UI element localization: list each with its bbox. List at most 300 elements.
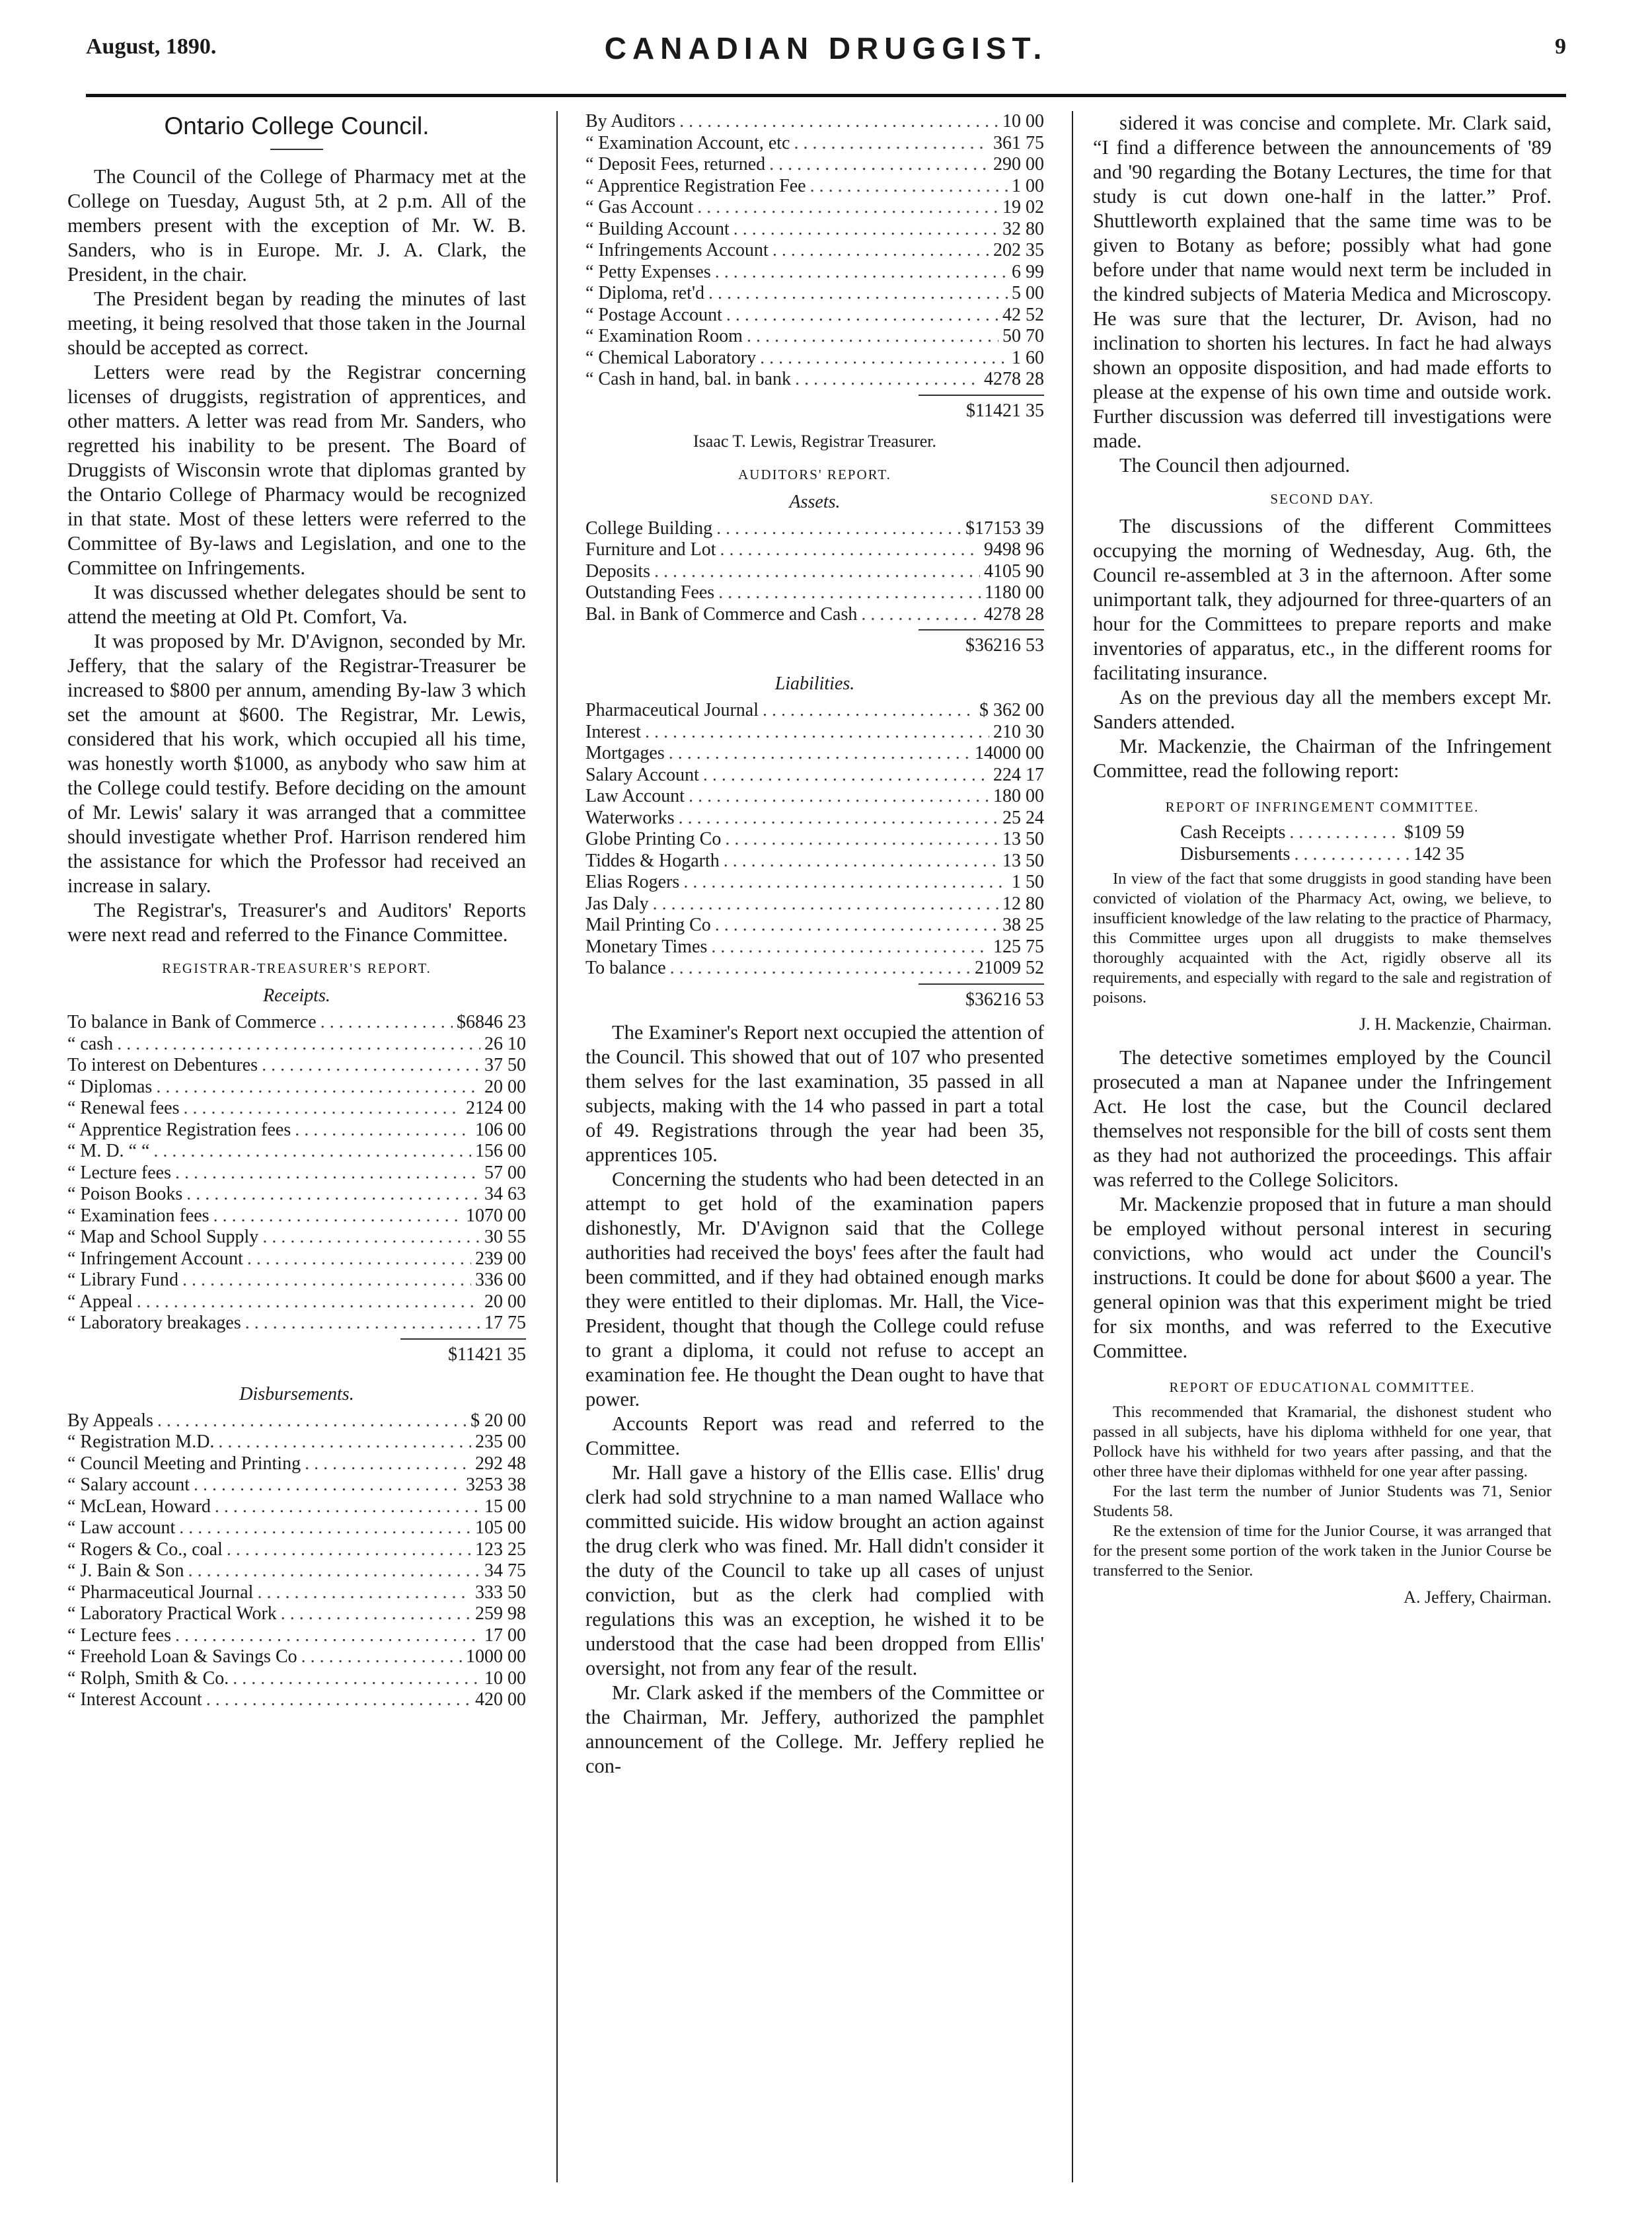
ledger-amount: 34 75 [484,1560,526,1581]
ledger-amount: 156 00 [475,1141,526,1161]
ledger-amount: 30 55 [484,1227,526,1247]
ledger-row [585,197,1044,219]
leader-dots [233,1668,480,1690]
ledger-label: “ Infringements Account [585,240,769,260]
title-dash [270,149,323,150]
ledger-label: Elias Rogers [585,872,680,892]
ledger-label: To balance in Bank of Commerce [67,1012,317,1032]
ledger-label: Salary Account [585,764,699,785]
disbursements-total: $11421 35 [919,395,1044,422]
ledger-row [67,1313,526,1334]
leader-dots [179,1517,471,1539]
ledger-amount: $17153 39 [965,517,1044,539]
ledger-label: “ J. Bain & Son [67,1560,184,1581]
ledger-row [585,958,1044,979]
ledger-label: “ Rolph, Smith & Co. [67,1667,229,1689]
second-day-heading: SECOND DAY. [1270,491,1374,507]
ledger-amount: 292 48 [475,1453,526,1474]
ledger-label: “ Pharmaceutical Journal [67,1582,254,1603]
assets-table [585,518,1044,626]
leader-dots [175,1625,480,1647]
column-2-paragraphs [585,1020,1044,1779]
ledger-label: “ M. D. “ “ [67,1141,150,1161]
ledger-amount: 123 25 [475,1539,526,1560]
ledger-amount: 21009 52 [975,958,1044,978]
ledger-label: “ Rogers & Co., coal [67,1539,223,1560]
leader-dots [861,604,980,626]
ledger-amount: 1 00 [1012,175,1044,196]
ledger-label: “ Deposit Fees, returned [585,154,766,174]
ledger-amount: 12 80 [1002,893,1044,914]
column-3-after-paragraphs [1093,1046,1552,1363]
leader-dots [708,283,1008,305]
ledger-label: “ Diploma, ret'd [585,283,704,303]
ledger-row [585,808,1044,829]
ledger-amount: 17 00 [484,1625,526,1646]
leader-dots [175,1163,480,1184]
ledger-row [585,700,1044,722]
paragraph: The Council then adjourned. [1119,454,1350,477]
leader-dots [718,582,981,604]
ledger-label: To interest on Debentures [67,1055,258,1075]
ledger-row [585,111,1044,133]
leader-dots [281,1603,471,1625]
leader-dots [654,561,980,583]
paragraph: Letters were read by the Registrar concerning licenses of druggists, registration of apprentices, and other matters. A letter was read from Mr. Sanders, who regretted his inability to be present. The Board of Druggists of Wisconsin wrote that diplomas granted by the Ontario College of Pharmacy would be recognized in that state. Most of these letters were referred to the Committee of By-laws and Legislation, and one to the Committee on Infringements. [67,361,526,579]
leader-dots [247,1248,471,1270]
leader-dots [763,700,975,722]
ledger-amount: 32 80 [1002,218,1044,239]
ledger-row [585,154,1044,176]
leader-dots [711,937,989,958]
ledger-row [67,1184,526,1206]
ledger-row [585,539,1044,561]
ledger-amount: 1 50 [1012,872,1044,892]
paragraph: Mr. Mackenzie, the Chairman of the Infringement Committee, read the following report: [1093,735,1552,782]
paragraph: Concerning the students who had been detected in an attempt to get hold of the examination papers dishonestly, Mr. D'Avignon said that the College authorities had received the boys' fees after the fault had been committed, and if they had obtained enough marks they were entitled to their diplomas. Mr. Hall, the Vice-President, thought that though the College could refuse to grant a diploma, it could not refuse to accept an examination fee. He thought the Dean ought to have that power. [585,1167,1044,1410]
leader-dots [215,1496,480,1518]
ledger-label: “ cash [67,1033,114,1054]
leader-dots [772,240,989,262]
ledger-amount: 1070 00 [466,1205,526,1226]
ledger-row [585,262,1044,284]
ledger-amount: 361 75 [993,132,1044,153]
ledger-row [67,1012,526,1034]
ledger-row [585,561,1044,583]
ledger-row [67,1689,526,1711]
ledger-amount: 290 00 [993,154,1044,174]
leader-dots [156,1077,480,1098]
ledger-label: Monetary Times [585,936,708,957]
leader-dots [703,765,989,786]
leader-dots [679,111,998,133]
ledger-row [67,1098,526,1120]
ledger-label: “ McLean, Howard [67,1496,211,1517]
ledger-label: “ Examination fees [67,1205,209,1226]
ledger-amount: 6 99 [1012,261,1044,282]
ledger-row [585,348,1044,369]
ledger-label: “ Lecture fees [67,1162,171,1183]
ledger-label: “ Lecture fees [67,1625,171,1646]
ledger-row [67,1517,526,1539]
leader-dots [183,1098,462,1120]
ledger-row [585,582,1044,604]
leader-dots [320,1012,453,1034]
leader-dots [726,305,998,326]
ledger-label: Interest [585,721,641,742]
ledger-label: “ Building Account [585,218,730,239]
receipts-table [67,1012,526,1334]
ledger-row [67,1475,526,1496]
ledger-amount: 20 00 [484,1291,526,1312]
leader-dots [760,348,1008,369]
leader-dots [194,1475,462,1496]
ledger-label: “ Laboratory breakages [67,1313,241,1333]
ledger-amount: 3253 38 [466,1475,526,1495]
paragraph: sidered it was concise and complete. Mr. Clark said, “I find a difference between the announcements of '89 and '90 regarding the Botany Lectures, the time for that study is cut down one-half in the latter.” Prof. Shuttleworth explained that the same time was to be given to Botany as before; possibly what had gone before under that name would next term be included in the kindred subjects of Materia Medica and Microscopy. He was sure that the lecturer, Dr. Avison, had no inclination to shorten his lectures. In fact he had always shown an opposite disposition, and had made efforts to please at the expense of his own time and outside work. Further discussion was deferred till investigations were made. [1093,112,1552,452]
paragraph: The Council of the College of Pharmacy met at the College on Tuesday, August 5th, at 2 p.m. All of the members present with the exception of Mr. W. B. Sanders, who is in Europe. Mr. J. A. Clark, the President, in the chair. [67,165,526,286]
liabilities-label: Liabilities. [774,673,855,694]
disbursements-table-part2 [585,111,1044,391]
leader-dots [137,1291,480,1313]
paragraph: Mr. Clark asked if the members of the Committee or the Chairman, Mr. Jeffery, authorized the pamphlet announcement of the College. Mr. Jeffery replied he con- [585,1681,1044,1777]
leader-dots [769,154,989,176]
ledger-row [585,305,1044,326]
ledger-row [67,1034,526,1055]
ledger-amount: $ 362 00 [979,700,1044,720]
ledger-row [67,1496,526,1518]
leader-dots [1289,822,1400,844]
ledger-row [67,1668,526,1690]
ledger-label: Jas Daly [585,893,649,914]
ledger-amount: $ 20 00 [470,1410,526,1431]
ledger-row [585,894,1044,915]
leader-dots [795,369,980,391]
infringement-report-text [1093,869,1552,1008]
ledger-row [67,1291,526,1313]
infringement-report-heading: REPORT OF INFRINGEMENT COMMITTEE. [1165,799,1480,815]
paragraph: It was proposed by Mr. D'Avignon, seconded by Mr. Jeffery, that the salary of the Registrar-Treasurer be increased to $800 per annum, amending By-law 3 which set the amount at $600. The Registrar, Mr. Lewis, considered that his work, which occupied all his time, was honestly worth $1000, as anybody who saw him at the College could testify. Before deciding on the amount of Mr. Lewis' salary it was arranged that a committee should investigate whether Prof. Harrison rendered him the assistance for which the Professor had received an increase in salary. [67,630,526,897]
ledger-amount: 1180 00 [985,582,1044,603]
ledger-amount: 202 35 [993,240,1044,260]
ledger-amount: $109 59 [1404,822,1464,843]
ledger-amount: 26 10 [484,1033,526,1054]
ledger-amount: 259 98 [475,1603,526,1624]
ledger-amount: 20 00 [484,1076,526,1097]
education-report-paragraphs [1093,1402,1552,1581]
leader-dots [720,539,980,561]
ledger-amount: 1 60 [1012,347,1044,368]
paragraph: For the last term the number of Junior Students was 71, Senior Students 58. [1093,1482,1552,1520]
ledger-amount: 57 00 [484,1162,526,1183]
ledger-label: Law Account [585,786,685,806]
column-3-paragraphs [1093,111,1552,478]
ledger-row [585,743,1044,765]
ledger-label: “ Library Fund [67,1270,178,1290]
ledger-amount: 15 00 [484,1496,526,1517]
ledger-row [67,1248,526,1270]
ledger-row [585,326,1044,348]
leader-dots [295,1120,471,1141]
ledger-label: By Appeals [67,1410,153,1431]
ledger-row [585,283,1044,305]
leader-dots [794,133,989,155]
ledger-amount: 14000 00 [975,743,1044,763]
ledger-label: “ Chemical Laboratory [585,347,757,368]
ledger-amount: 142 35 [1413,843,1464,864]
ledger-row [585,937,1044,958]
ledger-label: Mortgages [585,743,665,763]
leader-dots [697,197,998,219]
ledger-row [67,1270,526,1291]
ledger-label: “ Salary account [67,1475,190,1495]
ledger-label: College Building [585,517,713,539]
ledger-label: “ Laboratory Practical Work [67,1603,277,1624]
leader-dots [188,1560,480,1582]
assets-label: Assets. [789,491,841,512]
ledger-amount: 4105 90 [984,560,1044,582]
ledger-amount: 4278 28 [984,603,1044,625]
auditors-report-heading: AUDITORS' REPORT. [738,466,891,482]
ledger-label: “ Interest Account [67,1689,202,1710]
paragraph: This recommended that Kramarial, the dishonest student who passed in all subjects, have his diploma withheld for one year, that Pollock have his withheld for two years after passing, and that the other three have their diplomas withheld for one year after passing. [1093,1403,1552,1480]
ledger-amount: 1000 00 [466,1646,526,1667]
ledger-row [585,786,1044,808]
page-header [86,31,1566,71]
ledger-row [67,1163,526,1184]
leader-dots [117,1034,480,1055]
ledger-label: Cash Receipts [1180,822,1286,843]
ledger-label: Globe Printing Co [585,829,722,849]
ledger-amount: 17 75 [484,1313,526,1333]
ledger-amount: 336 00 [475,1270,526,1290]
ledger-label: “ Petty Expenses [585,261,711,282]
ledger-amount: 38 25 [1002,915,1044,935]
leader-dots [683,872,1008,894]
ledger-label: Bal. in Bank of Commerce and Cash [585,603,858,625]
ledger-amount: 180 00 [993,786,1044,806]
ledger-amount: 333 50 [475,1582,526,1603]
ledger-label: “ Council Meeting and Printing [67,1453,301,1474]
ledger-label: “ Postage Account [585,304,722,325]
leader-dots [669,743,971,765]
article-paragraphs [67,165,526,947]
ledger-label: Disbursements [1180,843,1291,864]
ledger-label: “ Examination Room [585,326,743,346]
infringement-cash-table [1093,822,1552,865]
education-signature: A. Jeffery, Chairman. [1404,1588,1552,1607]
ledger-label: “ Cash in hand, bal. in bank [585,369,792,389]
column-2 [585,111,1044,1779]
ledger-label: Outstanding Fees [585,582,715,603]
leader-dots [810,176,1008,198]
ledger-label: Deposits [585,560,650,582]
paragraph: Mr. Hall gave a history of the Ellis case. Ellis' drug clerk had sold strychnine to a man named Wallace who committed suicide. His widow brought an action against the drug clerk who was fined. Mr. Hall didn't consider it the duty of the Council to take up all cases of unjust conviction, but as the clerk had complied with regulations this was an exception, he wished it to be understood that the case had been dropped from Ellis' oversight, not from any fear of the result. [585,1461,1044,1679]
ledger-label: “ Law account [67,1517,176,1538]
leader-dots [206,1689,471,1711]
leader-dots [257,1582,471,1604]
ledger-row [67,1646,526,1668]
header-rule [86,94,1566,97]
paragraph: Mr. Mackenzie proposed that in future a man should be employed without personal interest in securing convictions, who would act under the Council's instructions. It could be done for about $600 a year. The general opinion was that this experiment might be tried for six months, and was referred to the Executive Committee. [1093,1193,1552,1362]
ledger-amount: 125 75 [993,936,1044,957]
leader-dots [724,851,998,872]
ledger-row [585,176,1044,198]
ledger-amount: 34 63 [484,1184,526,1204]
ledger-row [585,240,1044,262]
leader-dots [157,1410,467,1432]
paragraph: The President began by reading the minutes of last meeting, it being resolved that those taken in the Journal should be accepted as correct. [67,287,526,359]
ledger-amount: 13 50 [1002,829,1044,849]
leader-dots [1294,844,1409,866]
ledger-row [585,829,1044,851]
ledger-amount: 19 02 [1002,197,1044,217]
leader-dots [213,1206,462,1227]
liabilities-total: $36216 53 [919,983,1044,1011]
ledger-row [67,1453,526,1475]
ledger-row [67,1206,526,1227]
ledger-row [67,1432,526,1453]
page-number: 9 [1555,34,1566,59]
ledger-label: Pharmaceutical Journal [585,700,759,720]
receipts-label: Receipts. [263,985,330,1006]
ledger-amount: 42 52 [1002,304,1044,325]
ledger-amount: 224 17 [993,764,1044,785]
leader-dots [186,1184,480,1206]
ledger-label: To balance [585,958,666,978]
ledger-row [67,1077,526,1098]
ledger-amount: 9498 96 [984,539,1044,560]
column-divider-1 [556,111,558,2182]
ledger-row [67,1410,526,1432]
leader-dots [262,1227,480,1248]
leader-dots [182,1270,471,1291]
ledger-amount: 50 70 [1002,326,1044,346]
ledger-label: “ Registration M.D. [67,1432,215,1452]
ledger-amount: 210 30 [993,721,1044,742]
ledger-label: Waterworks [585,807,675,828]
ledger-row [585,518,1044,540]
ledger-row [585,219,1044,241]
treasurer-signature: Isaac T. Lewis, Registrar Treasurer. [693,431,936,451]
ledger-label: “ Apprentice Registration Fee [585,175,806,196]
leader-dots [689,786,989,808]
column-divider-2 [1072,111,1073,2182]
assets-total: $36216 53 [919,629,1044,657]
leader-dots [715,262,1008,284]
ledger-row [67,1539,526,1561]
paragraph: It was discussed whether delegates should be sent to attend the meeting at Old Pt. Comfort, Va. [67,581,526,628]
liabilities-table [585,700,1044,979]
infringement-text: In view of the fact that some druggists in good standing have been convicted of violation of the Pharmacy Act, owing, we believe, to insufficient knowledge of the law relating to the practice of Pharmacy, this Committee urges upon all druggists to make themselves thoroughly acquainted with the Act, rigidly observe all its requirements, and especially with regard to the sale and registration of poisons. [1093,870,1552,1007]
ledger-row [67,1141,526,1163]
ledger-row [585,604,1044,626]
ledger-row [585,872,1044,894]
ledger-label: “ Infringement Account [67,1248,243,1269]
ledger-row [585,133,1044,155]
ledger-label: “ Renewal fees [67,1098,180,1118]
article-title: Ontario College Council. [164,112,430,139]
ledger-label: “ Freehold Loan & Savings Co [67,1646,297,1667]
ledger-row [1180,822,1464,844]
ledger-amount: 4278 28 [984,369,1044,389]
paragraph: Accounts Report was read and referred to the Committee. [585,1412,1044,1459]
education-report-heading: REPORT OF EDUCATIONAL COMMITTEE. [1169,1379,1476,1395]
leader-dots [653,894,998,915]
ledger-row [585,765,1044,786]
ledger-label: “ Diplomas [67,1076,153,1097]
second-day-paragraphs [1093,514,1552,783]
journal-title: CANADIAN DRUGGIST. [604,31,1048,65]
ledger-label: “ Examination Account, etc [585,132,790,153]
ledger-amount: 10 00 [1002,111,1044,132]
leader-dots [747,326,998,348]
paragraph: As on the previous day all the members except Mr. Sanders attended. [1093,686,1552,733]
ledger-label: By Auditors [585,111,676,132]
ledger-label: Furniture and Lot [585,539,716,560]
paragraph: The detective sometimes employed by the Council prosecuted a man at Napanee under the Infringement Act. He lost the case, but the Council declared themselves not responsible for the bill of costs sent them as they had not authorized the proceedings. This affair was referred to the College Solicitors. [1093,1046,1552,1191]
ledger-amount: 13 50 [1002,850,1044,871]
leader-dots [670,958,971,979]
ledger-label: Mail Printing Co [585,915,711,935]
leader-dots [245,1313,480,1334]
ledger-label: “ Apprentice Registration fees [67,1119,291,1140]
ledger-label: “ Map and School Supply [67,1227,259,1247]
leader-dots [716,518,961,540]
leader-dots [227,1539,471,1561]
paragraph: Re the extension of time for the Junior Course, it was arranged that for the present some portion of the work taken in the Junior Course be transferred to the Senior. [1093,1522,1552,1580]
leader-dots [218,1432,471,1453]
ledger-amount: 105 00 [475,1517,526,1538]
ledger-amount: 37 50 [484,1055,526,1075]
ledger-row [585,915,1044,937]
ledger-amount: 25 24 [1002,807,1044,828]
ledger-amount: 106 00 [475,1119,526,1140]
ledger-row [67,1603,526,1625]
disbursements-label: Disbursements. [239,1383,354,1404]
ledger-row [585,369,1044,391]
ledger-row [1180,844,1464,866]
leader-dots [305,1453,471,1475]
leader-dots [725,829,998,851]
column-3 [1093,111,1552,1609]
ledger-row [67,1560,526,1582]
ledger-label: “ Appeal [67,1291,133,1312]
ledger-amount: 420 00 [475,1689,526,1710]
ledger-amount: 10 00 [484,1667,526,1689]
ledger-amount: $6846 23 [457,1012,526,1032]
paragraph: The Registrar's, Treasurer's and Auditors' Reports were next read and referred to the Finance Committee. [67,899,526,946]
column-1 [67,111,526,1711]
paragraph: The Examiner's Report next occupied the attention of the Council. This showed that out of 107 who presented them selves for the last examination, 35 passed in all subjects, making with the 14 who passed in part a total of 49. Registrations through the year had been 35, apprentices 105. [585,1020,1044,1166]
receipts-total: $11421 35 [400,1338,526,1366]
ledger-amount: 5 00 [1012,283,1044,303]
ledger-row [67,1055,526,1077]
infringement-signature: J. H. Mackenzie, Chairman. [1359,1015,1552,1034]
ledger-label: Tiddes & Hogarth [585,850,720,871]
leader-dots [645,722,989,744]
leader-dots [733,219,998,241]
leader-dots [301,1646,462,1668]
issue-date: August, 1890. [86,34,217,59]
ledger-row [67,1582,526,1604]
ledger-row [585,851,1044,872]
ledger-amount: 2124 00 [466,1098,526,1118]
ledger-amount: 235 00 [475,1432,526,1452]
ledger-amount: 239 00 [475,1248,526,1269]
leader-dots [153,1141,471,1163]
paragraph: The discussions of the different Committees occupying the morning of Wednesday, Aug. 6th, the Council re-assembled at 3 in the afternoon. After some unimportant talk, they adjourned for three-quarters of an hour for the Committees to prepare reports and make inventories of apparatus, etc., in the different rooms for facilitating insurance. [1093,515,1552,684]
